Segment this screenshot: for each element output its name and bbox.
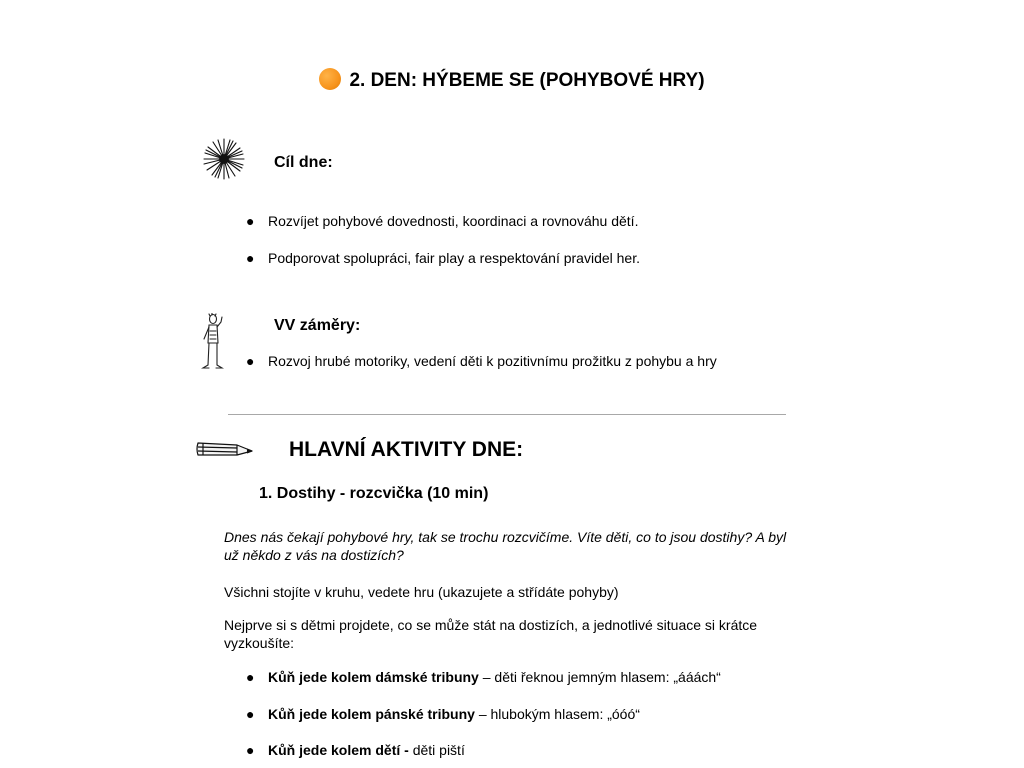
activity-item-text: – hlubokým hlasem: „óóó“ [474,706,640,722]
page-title [0,68,1024,92]
vv-item-1 [246,352,717,370]
goal-item-text: Podporovat spolupráci, fair play a respektování pravidel her. [268,250,640,266]
goal-item-text: Rozvíjet pohybové dovednosti, koordinaci a rovnováhu dětí. [268,213,639,229]
activity-title: 1. Dostihy - rozcvička (10 min) [259,485,489,502]
intro-line: už někdo z vás na dostizích? [224,547,404,563]
pencil-icon [195,438,255,460]
goal-item-2 [246,249,640,267]
intro-line: Dnes nás čekají pohybové hry, tak se trochu rozcvičíme. Víte děti, co to jsou dostihy? A byl [224,529,787,545]
vv-item-text: Rozvoj hrubé motoriky, vedení děti k pozitivnímu prožitku z pohybu a hry [268,353,717,369]
activity-item-2 [246,705,640,723]
bullet-icon: ● [246,669,255,685]
activity-detail [224,616,789,652]
activity-item-1 [246,668,721,686]
bullet-icon: ● [246,706,255,722]
activity-item-bold: Kůň jede kolem dámské tribuny [268,669,479,685]
activity-instruction: Všichni stojíte v kruhu, vedete hru (ukazujete a střídáte pohyby) [224,584,619,600]
activity-item-text: děti piští [408,742,465,758]
detail-line: vyzkoušíte: [224,635,295,651]
bullet-icon: ● [246,742,255,758]
vv-heading: VV záměry: [274,317,361,334]
bullet-icon: ● [246,250,255,266]
goal-heading: Cíl dne: [274,154,333,171]
detail-line: Nejprve si s dětmi projdete, co se může stát na dostizích, a jednotlivé situace si krátce [224,617,758,633]
bullet-icon: ● [246,353,255,369]
activity-item-3 [246,741,465,759]
goal-item-1 [246,212,638,230]
main-activities-heading: HLAVNÍ AKTIVITY DNE: [289,438,524,461]
activity-item-bold: Kůň jede kolem pánské tribuny [268,706,475,722]
page-title-text: 2. DEN: HÝBEME SE (POHYBOVÉ HRY) [349,70,705,91]
section-divider [228,414,786,415]
bullet-icon: ● [246,213,255,229]
standing-person-icon [199,313,227,371]
orange-circle-icon [319,68,341,90]
sunburst-icon [203,138,245,180]
activity-item-bold: Kůň jede kolem dětí - [268,742,409,758]
activity-intro [224,528,789,564]
activity-item-text: – děti řeknou jemným hlasem: „ááách“ [478,669,721,685]
